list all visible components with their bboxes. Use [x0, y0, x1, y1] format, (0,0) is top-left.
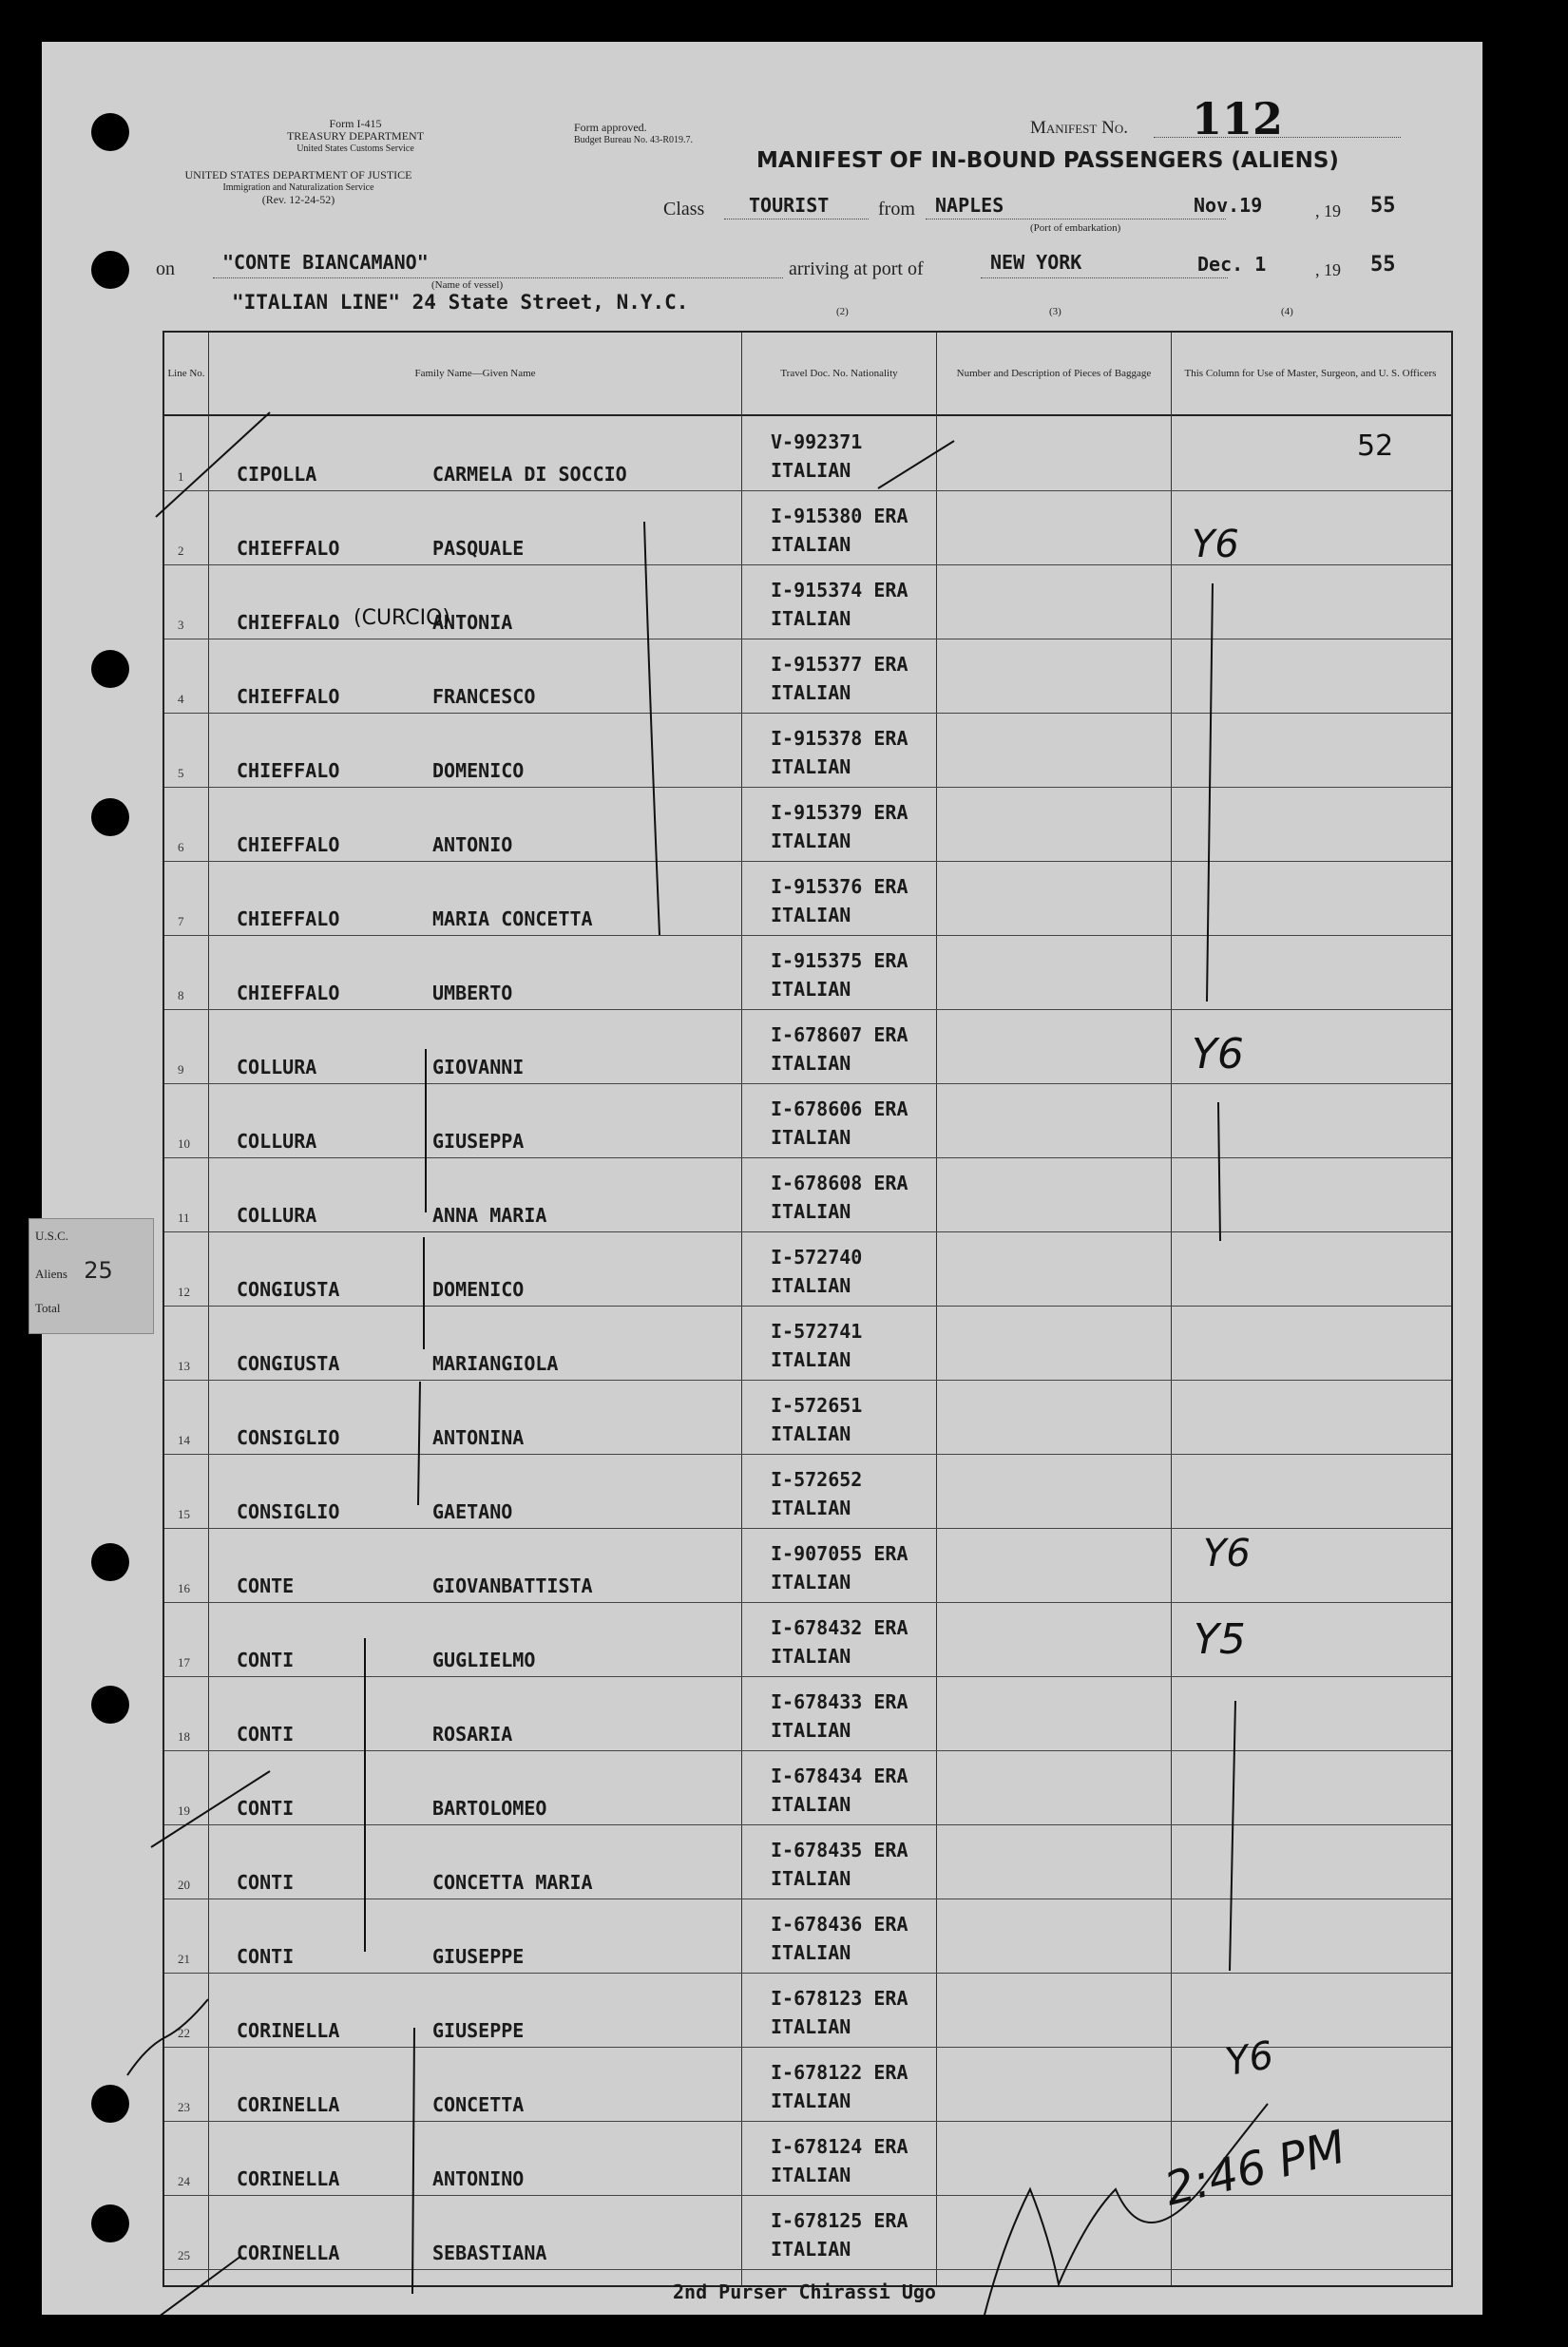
arrival-date: Dec. 1	[1197, 253, 1267, 276]
col-header-name: Family Name—Given Name	[209, 333, 742, 414]
line-number: 9	[178, 1062, 184, 1077]
travel-doc-number: I-915376 ERA	[771, 875, 908, 898]
table-row	[164, 1824, 1451, 1899]
vessel-note: (Name of vessel)	[431, 279, 504, 291]
table-row	[164, 1750, 1451, 1825]
line-number: 25	[178, 2248, 190, 2262]
arrival-year: 55	[1370, 253, 1396, 277]
nationality: ITALIAN	[771, 755, 851, 778]
punch-hole	[91, 798, 129, 836]
table-row	[164, 1231, 1451, 1307]
margin-aliens: Aliens	[35, 1267, 67, 1281]
table-row	[164, 935, 1451, 1010]
col-num-2: (2)	[836, 306, 849, 317]
time-stamp-note: 2:46 PM	[1159, 2120, 1351, 2217]
nationality: ITALIAN	[771, 2015, 851, 2038]
nationality: ITALIAN	[771, 607, 851, 630]
form-block-treasury	[260, 118, 450, 155]
arrival-port	[981, 251, 1228, 278]
family-name: CONTE	[237, 1574, 295, 1597]
class-value-text: TOURIST	[749, 194, 830, 217]
travel-doc-number: I-915380 ERA	[771, 505, 908, 527]
table-row	[164, 861, 1451, 936]
embark-date: Nov.19	[1194, 194, 1263, 217]
line-number: 16	[178, 1581, 190, 1595]
col-num-4: (4)	[1281, 306, 1293, 317]
nationality: ITALIAN	[771, 1200, 851, 1223]
arrival-year-prefix: , 19	[1315, 260, 1341, 279]
nationality: ITALIAN	[771, 1719, 851, 1742]
from-label: from	[878, 199, 915, 219]
punch-hole	[91, 650, 129, 688]
line-number: 23	[178, 2100, 190, 2114]
col-header-baggage: Number and Description of Pieces of Baggage	[937, 333, 1172, 414]
table-row	[164, 1009, 1451, 1084]
table-row	[164, 1676, 1451, 1751]
given-name: CONCETTA	[432, 2093, 525, 2116]
given-name: CARMELA DI SOCCIO	[432, 463, 627, 486]
family-name: CORINELLA	[237, 2093, 340, 2116]
given-name: GUGLIELMO	[432, 1649, 536, 1671]
punch-hole	[91, 1686, 129, 1724]
line-number: 19	[178, 1803, 190, 1818]
line-number: 6	[178, 840, 184, 854]
maiden-name-note: (CURCIO)	[354, 606, 450, 630]
travel-doc-number: I-678607 ERA	[771, 1023, 908, 1046]
from-port-text: NAPLES	[935, 194, 1004, 217]
family-name: CHIEFFALO	[237, 907, 340, 930]
purser-signature: 2nd Purser Chirassi Ugo	[673, 2280, 936, 2303]
family-name: CONSIGLIO	[237, 1500, 340, 1523]
line-number: 10	[178, 1136, 190, 1151]
given-name: GIOVANBATTISTA	[432, 1574, 593, 1597]
travel-doc-number: I-915379 ERA	[771, 801, 908, 824]
line-number: 14	[178, 1433, 190, 1447]
nationality: ITALIAN	[771, 2238, 851, 2261]
table-row	[164, 1306, 1451, 1381]
embark-year-prefix: , 19	[1315, 201, 1341, 220]
arriving-label: arriving at port of	[789, 258, 924, 279]
family-name: CONTI	[237, 1945, 295, 1968]
family-name: CONTI	[237, 1649, 295, 1671]
form-approval	[574, 122, 755, 146]
margin-aliens-count: 25	[84, 1257, 113, 1284]
arrival-port-text: NEW YORK	[990, 251, 1082, 274]
nationality: ITALIAN	[771, 533, 851, 556]
line-number: 12	[178, 1285, 190, 1299]
travel-doc-number: I-572740	[771, 1246, 863, 1269]
col-header-line: Line No.	[164, 333, 209, 414]
nationality: ITALIAN	[771, 1126, 851, 1149]
nationality: ITALIAN	[771, 1645, 851, 1668]
col-header-officers: This Column for Use of Master, Surgeon, and U. S. Officers	[1184, 368, 1437, 379]
given-name: DOMENICO	[432, 759, 525, 782]
embark-year: 55	[1370, 194, 1396, 218]
travel-doc-number: I-678125 ERA	[771, 2209, 908, 2232]
nationality: ITALIAN	[771, 1497, 851, 1519]
travel-doc-number: I-572741	[771, 1320, 863, 1343]
embark-note: (Port of embarkation)	[1030, 222, 1121, 234]
nationality: ITALIAN	[771, 2164, 851, 2186]
customs-service: United States Customs Service	[296, 143, 414, 154]
form-approved: Form approved.	[574, 121, 647, 134]
given-name: MARIA CONCETTA	[432, 907, 593, 930]
given-name: ANNA MARIA	[432, 1204, 547, 1227]
given-name: GIUSEPPE	[432, 2019, 525, 2042]
family-name: CONTI	[237, 1871, 295, 1894]
travel-doc-number: I-915378 ERA	[771, 727, 908, 750]
family-name: COLLURA	[237, 1204, 317, 1227]
punch-hole	[91, 1543, 129, 1581]
form-block-justice	[146, 169, 450, 206]
table-row	[164, 787, 1451, 862]
line-number: 7	[178, 914, 184, 928]
family-name: CHIEFFALO	[237, 611, 340, 634]
travel-doc-number: I-572651	[771, 1394, 863, 1417]
family-name: CIPOLLA	[237, 463, 317, 486]
officer-mark-y6: Y6	[1192, 1030, 1244, 1078]
given-name: ANTONIA	[432, 611, 513, 634]
table-row	[164, 1157, 1451, 1232]
nationality: ITALIAN	[771, 1052, 851, 1075]
family-name: CORINELLA	[237, 2019, 340, 2042]
officer-mark-y6: Y6	[1222, 2033, 1277, 2085]
manifest-sheet	[35, 42, 1482, 2315]
margin-usc: U.S.C.	[35, 1229, 69, 1243]
given-name: FRANCESCO	[432, 685, 536, 708]
nationality: ITALIAN	[771, 904, 851, 926]
travel-doc-number: V-992371	[771, 430, 863, 453]
officer-mark-y5: Y5	[1194, 1615, 1246, 1664]
justice-dept: UNITED STATES DEPARTMENT OF JUSTICE	[184, 168, 412, 181]
travel-doc-number: I-915377 ERA	[771, 653, 908, 676]
table-row	[164, 2195, 1451, 2270]
table-row	[164, 416, 1451, 491]
table-row	[164, 1602, 1451, 1677]
family-name: CONSIGLIO	[237, 1426, 340, 1449]
family-name: CHIEFFALO	[237, 982, 340, 1004]
family-name: CONGIUSTA	[237, 1352, 340, 1375]
nationality: ITALIAN	[771, 1274, 851, 1297]
line-number: 3	[178, 618, 184, 632]
travel-doc-number: I-678433 ERA	[771, 1690, 908, 1713]
officer-mark-y6: Y6	[1192, 523, 1239, 566]
family-name: CORINELLA	[237, 2167, 340, 2190]
given-name: MARIANGIOLA	[432, 1352, 559, 1375]
class-label: Class	[663, 199, 705, 219]
travel-doc-number: I-678123 ERA	[771, 1987, 908, 2010]
line-number: 21	[178, 1952, 190, 1966]
punch-hole	[91, 2204, 129, 2242]
given-name: BARTOLOMEO	[432, 1797, 547, 1820]
table-row	[164, 1528, 1451, 1603]
margin-aliens-line	[35, 1253, 153, 1291]
nationality: ITALIAN	[771, 1941, 851, 1964]
table-row	[164, 639, 1451, 714]
given-name: SEBASTIANA	[432, 2242, 547, 2264]
travel-doc-number: I-678436 ERA	[771, 1913, 908, 1936]
class-value	[724, 194, 869, 219]
line-number: 11	[178, 1211, 190, 1225]
vessel-name	[213, 251, 783, 278]
travel-doc-number: I-678432 ERA	[771, 1616, 908, 1639]
table-row	[164, 1899, 1451, 1974]
family-name: CONTI	[237, 1723, 295, 1746]
line-number: 8	[178, 988, 184, 1002]
family-name: COLLURA	[237, 1056, 317, 1078]
line-number: 18	[178, 1729, 190, 1744]
punch-hole	[91, 113, 129, 151]
ins-service: Immigration and Naturalization Service	[222, 182, 374, 193]
nationality: ITALIAN	[771, 2089, 851, 2112]
travel-doc-number: I-907055 ERA	[771, 1542, 908, 1565]
travel-doc-number: I-678122 ERA	[771, 2061, 908, 2084]
line-number: 13	[178, 1359, 190, 1373]
family-name: CHIEFFALO	[237, 833, 340, 856]
line-number: 22	[178, 2026, 190, 2040]
table-row	[164, 1083, 1451, 1158]
family-name: CHIEFFALO	[237, 685, 340, 708]
given-name: GAETANO	[432, 1500, 513, 1523]
budget-bureau: Budget Bureau No. 43-R019.7.	[574, 135, 693, 145]
table-row	[164, 1380, 1451, 1455]
line-number: 17	[178, 1655, 190, 1670]
line-number: 1	[178, 469, 184, 484]
travel-doc-number: I-915375 ERA	[771, 949, 908, 972]
family-name: CONTI	[237, 1797, 295, 1820]
given-name: ANTONINO	[432, 2167, 525, 2190]
given-name: ANTONIO	[432, 833, 513, 856]
col-num-3: (3)	[1049, 306, 1061, 317]
line-number: 20	[178, 1878, 190, 1892]
line-number: 15	[178, 1507, 190, 1521]
given-name: PASQUALE	[432, 537, 525, 560]
given-name: GIUSEPPA	[432, 1130, 525, 1153]
nationality: ITALIAN	[771, 459, 851, 482]
margin-stamp	[29, 1218, 154, 1334]
travel-doc-number: I-915374 ERA	[771, 579, 908, 601]
given-name: ANTONINA	[432, 1426, 525, 1449]
form-number: Form I-415	[329, 117, 382, 130]
nationality: ITALIAN	[771, 1867, 851, 1890]
nationality: ITALIAN	[771, 1348, 851, 1371]
nationality: ITALIAN	[771, 830, 851, 852]
manifest-number-value: 112	[1192, 93, 1284, 144]
punch-hole	[91, 251, 129, 289]
travel-doc-number: I-678608 ERA	[771, 1172, 908, 1194]
travel-doc-number: I-572652	[771, 1468, 863, 1491]
line-address: "ITALIAN LINE" 24 State Street, N.Y.C.	[232, 291, 689, 314]
nationality: ITALIAN	[771, 681, 851, 704]
nationality: ITALIAN	[771, 978, 851, 1001]
given-name: UMBERTO	[432, 982, 513, 1004]
nationality: ITALIAN	[771, 1571, 851, 1593]
treasury-dept: TREASURY DEPARTMENT	[286, 129, 425, 143]
manifest-number	[1154, 93, 1401, 144]
manifest-label: Manifest No.	[1030, 118, 1128, 138]
margin-total: Total	[35, 1301, 61, 1315]
from-port	[926, 194, 1226, 219]
family-name: COLLURA	[237, 1130, 317, 1153]
travel-doc-number: I-678124 ERA	[771, 2135, 908, 2158]
travel-doc-number: I-678435 ERA	[771, 1839, 908, 1861]
family-name: CHIEFFALO	[237, 537, 340, 560]
travel-doc-number: I-678434 ERA	[771, 1765, 908, 1787]
officer-note-row1: 52	[1357, 429, 1394, 463]
officer-mark-y6: Y6	[1203, 1532, 1251, 1575]
line-number: 24	[178, 2174, 190, 2188]
vessel-name-text: "CONTE BIANCAMANO"	[222, 251, 429, 274]
form-revision: (Rev. 12-24-52)	[261, 193, 335, 206]
given-name: ROSARIA	[432, 1723, 513, 1746]
manifest-title: MANIFEST OF IN-BOUND PASSENGERS (ALIENS)	[756, 148, 1339, 173]
table-row	[164, 713, 1451, 788]
family-name: CORINELLA	[237, 2242, 340, 2264]
table-row	[164, 1454, 1451, 1529]
family-name: CHIEFFALO	[237, 759, 340, 782]
given-name: GIUSEPPE	[432, 1945, 525, 1968]
given-name: DOMENICO	[432, 1278, 525, 1301]
line-number: 2	[178, 544, 184, 558]
punch-hole	[91, 2085, 129, 2123]
nationality: ITALIAN	[771, 1422, 851, 1445]
given-name: GIOVANNI	[432, 1056, 525, 1078]
line-number: 5	[178, 766, 184, 780]
line-number: 4	[178, 692, 184, 706]
given-name: CONCETTA MARIA	[432, 1871, 593, 1894]
table-row	[164, 490, 1451, 565]
travel-doc-number: I-678606 ERA	[771, 1097, 908, 1120]
on-label: on	[156, 258, 175, 279]
col-header-doc: Travel Doc. No. Nationality	[742, 333, 937, 414]
nationality: ITALIAN	[771, 1793, 851, 1816]
family-name: CONGIUSTA	[237, 1278, 340, 1301]
